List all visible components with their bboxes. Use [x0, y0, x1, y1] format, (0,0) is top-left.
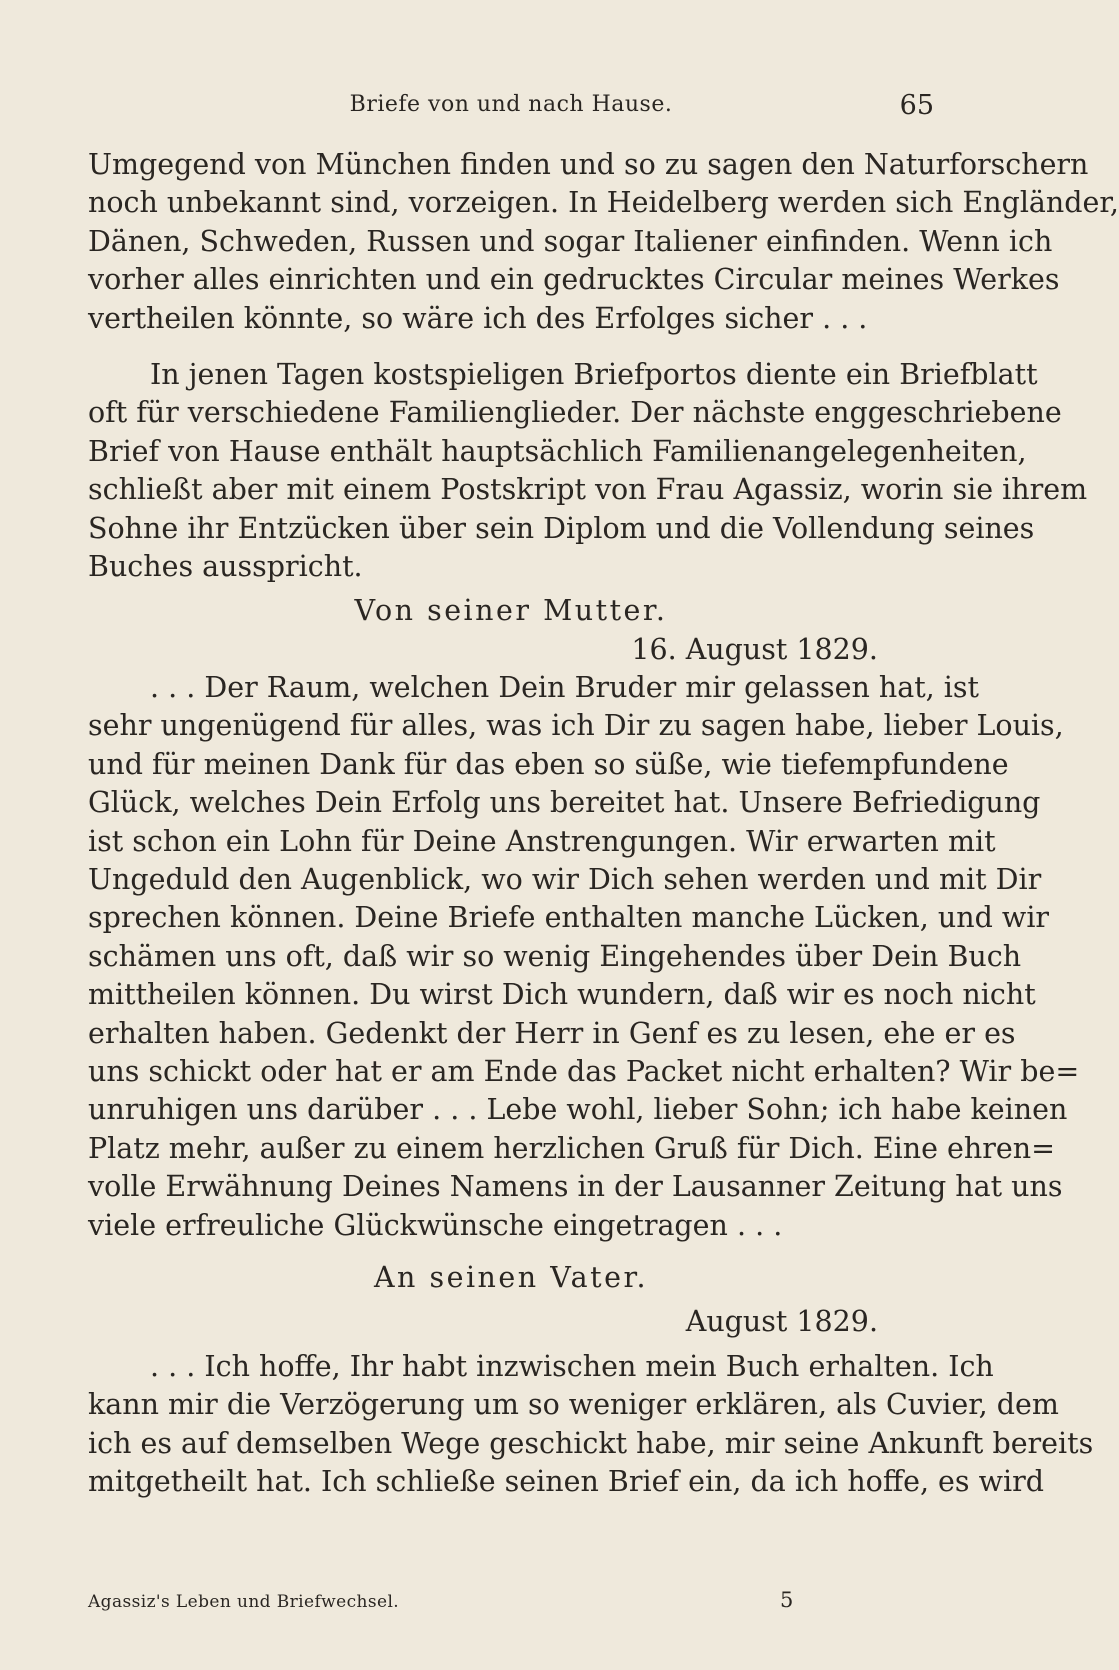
page-number: 65	[899, 90, 934, 121]
text-line: erhalten haben. Gedenkt der Herr in Genf es zu lesen, ehe er es	[88, 1016, 1016, 1050]
letter-date: 16. August 1829.	[631, 632, 878, 666]
text-line: Dänen, Schweden, Russen und sogar Italiener einfinden. Wenn ich	[88, 224, 1053, 258]
running-head: Briefe von und nach Hause.	[349, 92, 673, 117]
text-line: ich es auf demselben Wege geschickt habe, mir seine Ankunft bereits	[88, 1426, 1094, 1460]
text-line: und für meinen Dank für das eben so süße, wie tiefempfundene	[88, 747, 1009, 781]
text-line: uns schickt oder hat er am Ende das Packet nicht erhalten? Wir be=	[88, 1054, 1080, 1088]
text-line: Platz mehr, außer zu einem herzlichen Gruß für Dich. Eine ehren=	[88, 1131, 1055, 1165]
page-header	[88, 92, 934, 128]
text-line: mittheilen können. Du wirst Dich wundern, daß wir es noch nicht	[88, 978, 1036, 1012]
text-line: In jenen Tagen kostspieligen Briefportos diente ein Briefblatt	[150, 357, 1038, 391]
text-line: oft für verschiedene Familienglieder. Der nächste enggeschriebene	[88, 396, 1062, 430]
text-line: Buches ausspricht.	[88, 549, 363, 583]
text-line: Umgegend von München finden und so zu sagen den Naturforschern	[88, 148, 1089, 181]
body-text	[88, 146, 1119, 1501]
text-line: vertheilen könnte, so wäre ich des Erfolges sicher . . .	[88, 301, 868, 335]
letter-heading: An seinen Vater.	[373, 1260, 649, 1294]
text-line: . . . Der Raum, welchen Dein Bruder mir gelassen hat, ist	[150, 671, 979, 705]
text-line: unruhigen uns darüber . . . Lebe wohl, lieber Sohn; ich habe keinen	[88, 1093, 1068, 1127]
text-line: kann mir die Verzögerung um so weniger erklären, als Cuvier, dem	[88, 1388, 1059, 1422]
letter-date: August 1829.	[685, 1305, 878, 1339]
text-line: Brief von Hause enthält hauptsächlich Familienangelegenheiten,	[88, 434, 1027, 468]
letter-heading: Von seiner Mutter.	[354, 594, 668, 628]
paragraph-narrative	[88, 356, 1088, 586]
text-line: ist schon ein Lohn für Deine Anstrengungen. Wir erwarten mit	[88, 824, 996, 858]
letter-to-father	[88, 1259, 1094, 1501]
text-line: mitgetheilt hat. Ich schließe seinen Brief ein, da ich hoffe, es wird	[88, 1464, 1044, 1498]
page-footer	[88, 1588, 934, 1622]
text-line: schämen uns oft, daß wir so wenig Eingehendes über Dein Buch	[88, 939, 1022, 973]
letter-from-mother	[88, 592, 1080, 1245]
text-line: volle Erwähnung Deines Namens in der Lausanner Zeitung hat uns	[88, 1170, 1063, 1204]
text-line: viele erfreuliche Glückwünsche eingetragen . . .	[88, 1208, 783, 1242]
text-line: vorher alles einrichten und ein gedrucktes Circular meines Werkes	[88, 263, 1060, 297]
sheet-number: 5	[780, 1588, 794, 1612]
text-line: Glück, welches Dein Erfolg uns bereitet hat. Unsere Befriedigung	[88, 786, 1041, 820]
signature-mark: Agassiz's Leben und Briefwechsel.	[88, 1592, 400, 1612]
text-line: Sohne ihr Entzücken über sein Diplom und die Vollendung seines	[88, 511, 1035, 545]
text-line: sehr ungenügend für alles, was ich Dir zu sagen habe, lieber Louis,	[88, 709, 1064, 743]
text-line: noch unbekannt sind, vorzeigen. In Heidelberg werden sich Engländer,	[88, 186, 1119, 220]
paragraph-continued	[88, 146, 1119, 338]
text-line: Ungeduld den Augenblick, wo wir Dich sehen werden und mit Dir	[88, 863, 1042, 897]
text-line: sprechen können. Deine Briefe enthalten manche Lücken, und wir	[88, 901, 1050, 935]
text-line: schließt aber mit einem Postskript von Frau Agassiz, worin sie ihrem	[88, 473, 1088, 507]
text-line: . . . Ich hoffe, Ihr habt inzwischen mein Buch erhalten. Ich	[150, 1349, 994, 1383]
